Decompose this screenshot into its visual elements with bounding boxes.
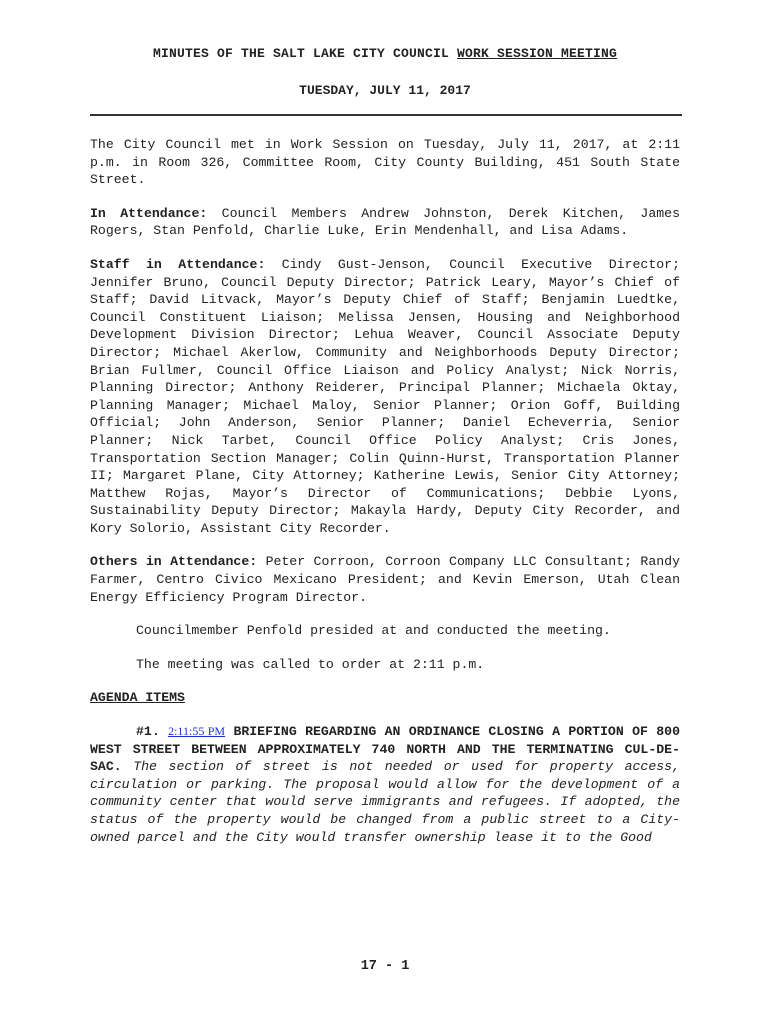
agenda-heading: AGENDA ITEMS <box>90 690 185 706</box>
attendance-label: In Attendance: <box>90 205 208 221</box>
item-heading: BRIEFING REGARDING AN ORDINANCE CLOSING A PORTION OF 800 WEST STREET BETWEEN APPROXIMATELY 740 NORTH AND THE TERMINATING CUL-DE-SAC. <box>90 724 680 775</box>
intro-paragraph: The City Council met in Work Session on Tuesday, July 11, 2017, at 2:11 p.m. in Room 326, Committee Room, City County Building, 451 South State Street. <box>90 137 680 188</box>
staff-label: Staff in Attendance: <box>90 256 266 272</box>
header-divider <box>90 114 682 116</box>
others-text: Peter Corroon, Corroon Company LLC Consultant; Randy Farmer, Centro Civico Mexicano President; and Kevin Emerson, Utah Clean Energy Efficiency Program Director. <box>90 554 680 605</box>
item-number: #1. <box>136 724 160 740</box>
staff-text: Cindy Gust-Jenson, Council Executive Director; Jennifer Bruno, Council Deputy Director; Patrick Leary, Mayor’s Chief of Staff; David Litvack, Mayor’s Deputy Chief of Staff; Benjamin Luedtke, Council Constituent Liaison; Melissa Jensen, Housing and Neighborhood Development Division Director; Lehua Weaver, Council Associate Deputy Director; Michael Akerlow, Community and Neighborhoods Deputy Director; Brian Fullmer, Council Office Liaison and Policy Analyst; Nick Norris, Planning Director; Anthony Reiderer, Principal Planner; Michaela Oktay, Planning Manager; Michael Maloy, Senior Planner; Orion Goff, Building Official; John Anderson, Senior Planner; Daniel Echeverria, Senior Planner; Nick Tarbet, Council Office Policy Analyst; Cris Jones, Transportation Section Manager; Colin Quinn-Hurst, Transportation Planner II; Margaret Plane, City Attorney; Katherine Lewis, Senior City Attorney; Matthew Rojas, Mayor’s Director of Communications; Debbie Lyons, Sustainability Deputy Director; Makayla Hardy, Deputy City Recorder, and Kory Solorio, Assistant City Recorder. <box>90 256 680 536</box>
called-to-order-paragraph: The meeting was called to order at 2:11 p.m. <box>136 656 485 672</box>
page-title <box>90 46 680 61</box>
others-attendance <box>90 553 680 606</box>
staff-attendance <box>90 256 680 538</box>
item-description: The section of street is not needed or used for property access, circulation or parking. The proposal would allow for the development of a community center that would serve immigrants and refugees. If adopted, the status of the property would be changed from a public street to a City-owned parcel and the City would transfer ownership lease it to the Good <box>90 759 680 845</box>
meeting-date: TUESDAY, JULY 11, 2017 <box>299 83 471 98</box>
page-number: 17 - 1 <box>360 959 410 974</box>
title-main: MINUTES OF THE SALT LAKE CITY COUNCIL <box>152 46 458 61</box>
timestamp-link[interactable]: 2:11:55 PM <box>168 724 226 739</box>
presided-paragraph: Councilmember Penfold presided at and conducted the meeting. <box>136 623 611 639</box>
title-underlined: WORK SESSION MEETING <box>457 46 618 61</box>
attendance-text: Council Members Andrew Johnston, Derek Kitchen, James Rogers, Stan Penfold, Charlie Luke, Erin Mendenhall, and Lisa Adams. <box>90 205 680 239</box>
others-label: Others in Attendance: <box>90 554 258 570</box>
agenda-item-1 <box>90 723 680 846</box>
minutes-body <box>90 136 680 862</box>
council-attendance <box>90 205 680 240</box>
